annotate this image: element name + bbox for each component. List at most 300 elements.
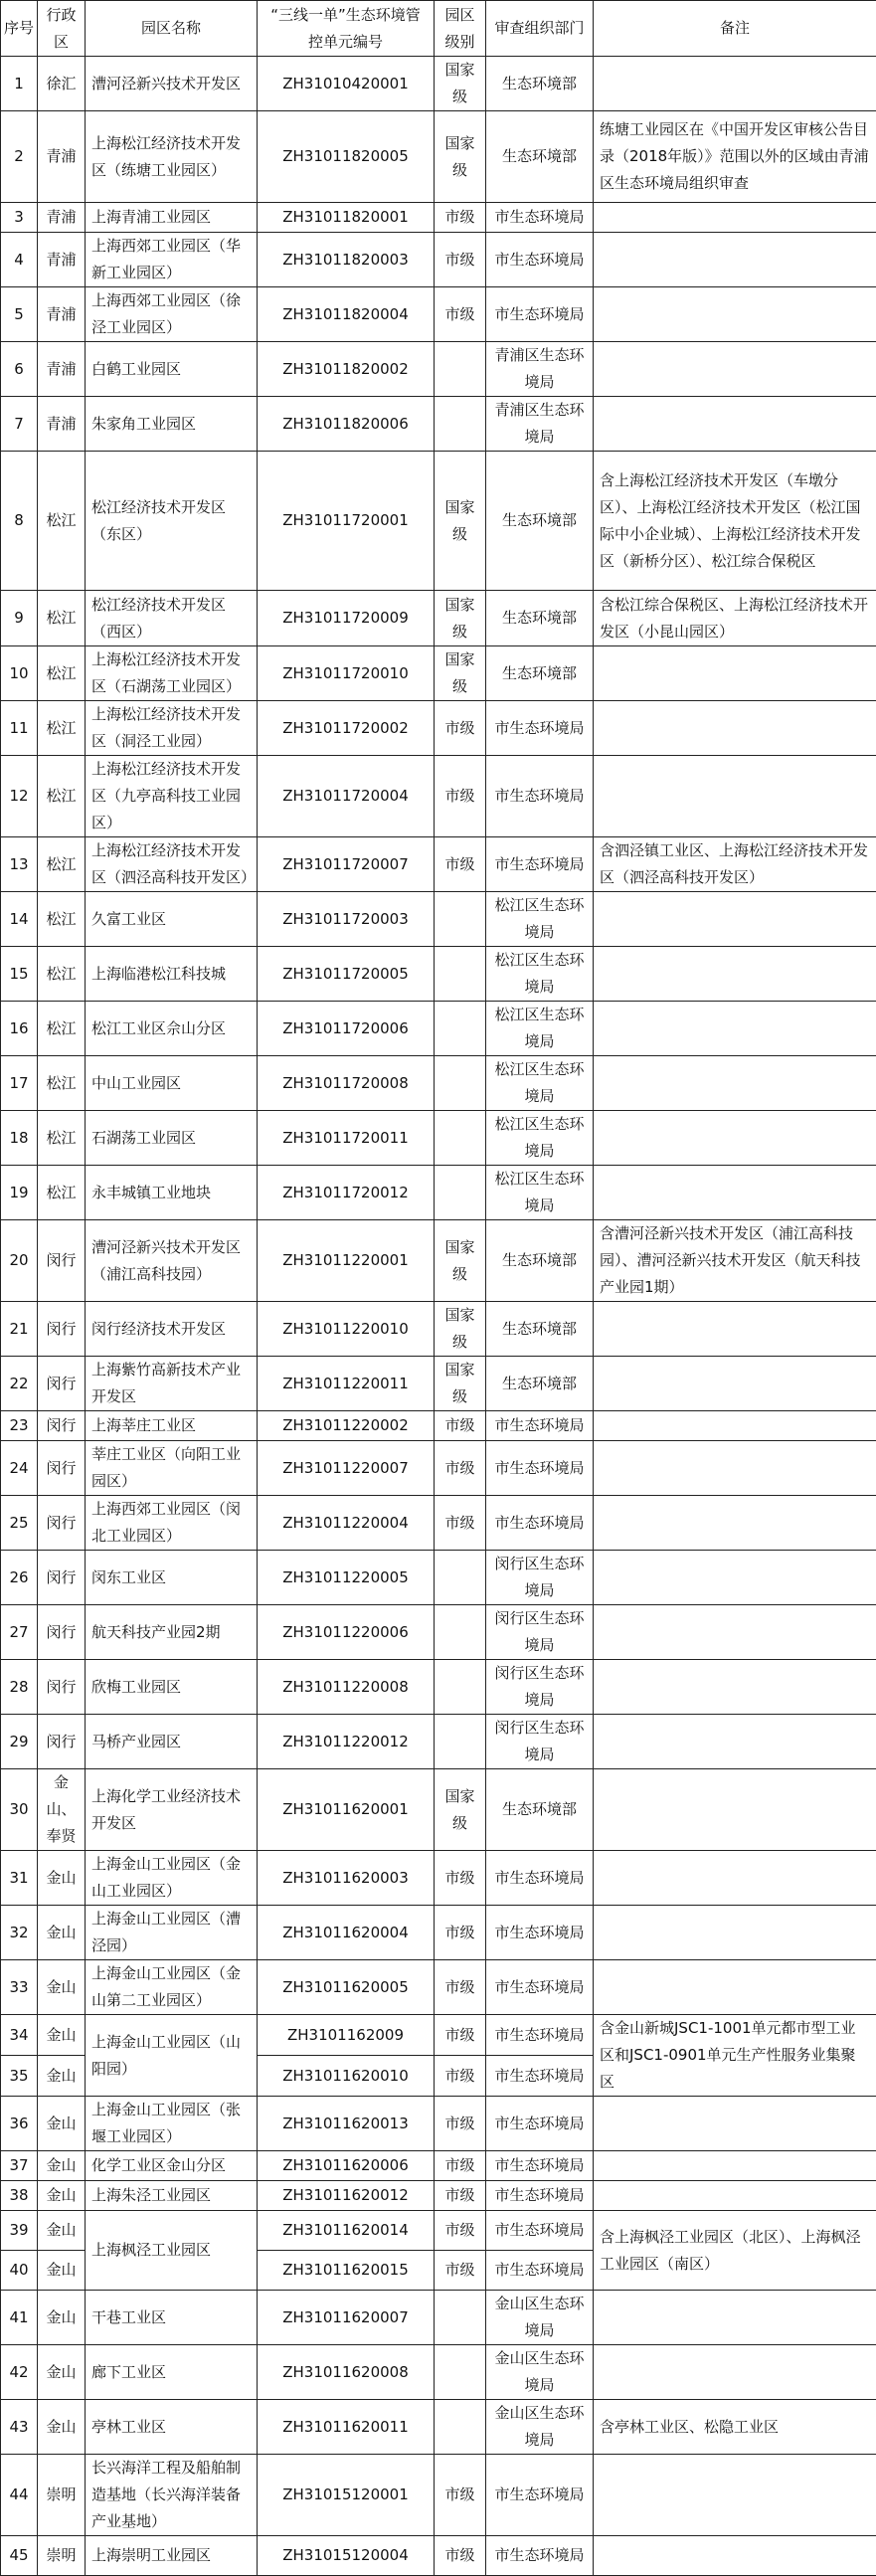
- cell-park-level: [435, 2400, 486, 2455]
- cell-park-name: 上海临港松江科技城: [86, 947, 258, 1002]
- cell-unit-code: ZH31011720001: [258, 452, 435, 591]
- cell-park-name: 上海枫泾工业园区: [86, 2211, 258, 2291]
- cell-no: 18: [1, 1111, 38, 1166]
- cell-park-name: 欣梅工业园区: [86, 1660, 258, 1715]
- cell-district: 金山: [38, 1960, 86, 2015]
- cell-no: 43: [1, 2400, 38, 2455]
- cell-review-dept: 松江区生态环境局: [486, 1166, 594, 1220]
- cell-unit-code: ZH31015120001: [258, 2455, 435, 2536]
- cell-review-dept: 市生态环境局: [486, 2211, 594, 2251]
- cell-unit-code: ZH31011720006: [258, 1002, 435, 1056]
- cell-district: 金山: [38, 2181, 86, 2211]
- table-row: [1, 701, 876, 756]
- cell-review-dept: 闵行区生态环境局: [486, 1605, 594, 1660]
- cell-park-level: [435, 892, 486, 947]
- header-remark: 备注: [594, 1, 876, 57]
- table-row: [1, 947, 876, 1002]
- cell-no: 10: [1, 646, 38, 701]
- cell-park-level: [435, 342, 486, 397]
- cell-district: 金山: [38, 1851, 86, 1906]
- cell-park-name: 上海西郊工业园区（华新工业园区）: [86, 233, 258, 287]
- cell-unit-code: ZH31011620011: [258, 2400, 435, 2455]
- table-row: [1, 2015, 876, 2056]
- cell-remark: [594, 2181, 876, 2211]
- cell-review-dept: 生态环境部: [486, 452, 594, 591]
- cell-park-name: 干巷工业区: [86, 2291, 258, 2345]
- table-row: [1, 1660, 876, 1715]
- cell-park-level: 市级: [435, 1441, 486, 1496]
- cell-district: 松江: [38, 756, 86, 837]
- cell-park-level: 市级: [435, 2097, 486, 2151]
- table-row: [1, 1851, 876, 1906]
- cell-district: 金山: [38, 2056, 86, 2097]
- cell-remark: [594, 2455, 876, 2536]
- table-row: [1, 233, 876, 287]
- cell-unit-code: ZH31011220012: [258, 1715, 435, 1769]
- cell-district: 金山: [38, 2097, 86, 2151]
- table-row: [1, 1441, 876, 1496]
- cell-remark: [594, 1496, 876, 1551]
- cell-park-level: 市级: [435, 756, 486, 837]
- cell-unit-code: ZH31011620015: [258, 2251, 435, 2291]
- cell-park-name: 白鹤工业园区: [86, 342, 258, 397]
- cell-district: 金山、奉贤: [38, 1769, 86, 1851]
- cell-district: 松江: [38, 701, 86, 756]
- table-row: [1, 1906, 876, 1960]
- cell-park-name: 石湖荡工业园区: [86, 1111, 258, 1166]
- cell-review-dept: 生态环境部: [486, 1220, 594, 1302]
- cell-remark: [594, 892, 876, 947]
- cell-no: 9: [1, 591, 38, 646]
- cell-park-name: 长兴海洋工程及船舶制造基地（长兴海洋装备产业基地）: [86, 2455, 258, 2536]
- cell-park-level: 市级: [435, 2181, 486, 2211]
- cell-park-name: 闵东工业区: [86, 1551, 258, 1605]
- cell-park-level: 市级: [435, 2151, 486, 2181]
- cell-no: 36: [1, 2097, 38, 2151]
- cell-park-level: [435, 2291, 486, 2345]
- cell-district: 青浦: [38, 111, 86, 203]
- cell-review-dept: 生态环境部: [486, 591, 594, 646]
- cell-park-level: [435, 2345, 486, 2400]
- cell-district: 闵行: [38, 1411, 86, 1441]
- cell-review-dept: 市生态环境局: [486, 1441, 594, 1496]
- cell-park-level: 国家级: [435, 452, 486, 591]
- cell-no: 24: [1, 1441, 38, 1496]
- cell-district: 金山: [38, 1906, 86, 1960]
- cell-no: 39: [1, 2211, 38, 2251]
- header-review-dept: 审查组织部门: [486, 1, 594, 57]
- cell-no: 21: [1, 1302, 38, 1357]
- cell-review-dept: 市生态环境局: [486, 233, 594, 287]
- cell-park-level: 国家级: [435, 1302, 486, 1357]
- cell-no: 28: [1, 1660, 38, 1715]
- cell-no: 3: [1, 203, 38, 233]
- cell-remark: [594, 1960, 876, 2015]
- cell-unit-code: ZH31011220006: [258, 1605, 435, 1660]
- cell-unit-code: ZH31011820004: [258, 287, 435, 342]
- table-row: [1, 1357, 876, 1411]
- cell-district: 青浦: [38, 203, 86, 233]
- cell-district: 闵行: [38, 1715, 86, 1769]
- cell-unit-code: ZH31011220008: [258, 1660, 435, 1715]
- cell-unit-code: ZH31011720011: [258, 1111, 435, 1166]
- table-row: [1, 1220, 876, 1302]
- cell-review-dept: 市生态环境局: [486, 2056, 594, 2097]
- cell-review-dept: 松江区生态环境局: [486, 1002, 594, 1056]
- cell-park-level: 市级: [435, 1851, 486, 1906]
- cell-district: 闵行: [38, 1605, 86, 1660]
- cell-park-name: 久富工业区: [86, 892, 258, 947]
- cell-remark: [594, 701, 876, 756]
- cell-park-name: 闵行经济技术开发区: [86, 1302, 258, 1357]
- header-district: 行政区: [38, 1, 86, 57]
- cell-district: 金山: [38, 2291, 86, 2345]
- cell-park-name: 莘庄工业区（向阳工业园区）: [86, 1441, 258, 1496]
- cell-unit-code: ZH31011620014: [258, 2211, 435, 2251]
- cell-district: 金山: [38, 2015, 86, 2056]
- table-row: [1, 1002, 876, 1056]
- cell-park-level: 市级: [435, 2211, 486, 2251]
- table-row: [1, 591, 876, 646]
- header-no: 序号: [1, 1, 38, 57]
- cell-no: 16: [1, 1002, 38, 1056]
- cell-unit-code: ZH31011720010: [258, 646, 435, 701]
- cell-review-dept: 松江区生态环境局: [486, 892, 594, 947]
- cell-remark: [594, 203, 876, 233]
- cell-review-dept: 市生态环境局: [486, 2151, 594, 2181]
- cell-review-dept: 市生态环境局: [486, 2251, 594, 2291]
- table-row: [1, 342, 876, 397]
- cell-district: 闵行: [38, 1660, 86, 1715]
- cell-park-level: [435, 1715, 486, 1769]
- cell-unit-code: ZH31011820005: [258, 111, 435, 203]
- cell-unit-code: ZH31011620008: [258, 2345, 435, 2400]
- table-row: [1, 111, 876, 203]
- header-park-level: 园区级别: [435, 1, 486, 57]
- cell-unit-code: ZH31011720008: [258, 1056, 435, 1111]
- cell-remark: 含松江综合保税区、上海松江经济技术开发区（小昆山园区）: [594, 591, 876, 646]
- cell-remark: [594, 2291, 876, 2345]
- cell-no: 13: [1, 837, 38, 892]
- cell-park-level: [435, 1605, 486, 1660]
- cell-park-level: 国家级: [435, 646, 486, 701]
- cell-unit-code: ZH31011820001: [258, 203, 435, 233]
- cell-no: 40: [1, 2251, 38, 2291]
- cell-district: 松江: [38, 1056, 86, 1111]
- table-row: [1, 2181, 876, 2211]
- cell-park-name: 上海金山工业园区（金山工业园区）: [86, 1851, 258, 1906]
- cell-remark: [594, 1769, 876, 1851]
- cell-district: 徐汇: [38, 57, 86, 111]
- cell-unit-code: ZH31011620013: [258, 2097, 435, 2151]
- cell-district: 闵行: [38, 1357, 86, 1411]
- cell-unit-code: ZH31011720012: [258, 1166, 435, 1220]
- cell-no: 8: [1, 452, 38, 591]
- cell-park-level: 国家级: [435, 591, 486, 646]
- table-row: [1, 1715, 876, 1769]
- table-row: [1, 1111, 876, 1166]
- cell-unit-code: ZH31011620001: [258, 1769, 435, 1851]
- cell-remark: [594, 2097, 876, 2151]
- cell-park-level: 市级: [435, 2455, 486, 2536]
- cell-remark: [594, 1056, 876, 1111]
- table-row: [1, 837, 876, 892]
- cell-no: 14: [1, 892, 38, 947]
- cell-no: 19: [1, 1166, 38, 1220]
- table-row: [1, 2291, 876, 2345]
- cell-review-dept: 青浦区生态环境局: [486, 342, 594, 397]
- cell-unit-code: ZH3101162009: [258, 2015, 435, 2056]
- cell-park-level: 市级: [435, 1496, 486, 1551]
- cell-remark: [594, 57, 876, 111]
- cell-district: 青浦: [38, 342, 86, 397]
- cell-remark: [594, 756, 876, 837]
- cell-district: 松江: [38, 837, 86, 892]
- cell-remark: [594, 2536, 876, 2576]
- cell-review-dept: 金山区生态环境局: [486, 2291, 594, 2345]
- cell-district: 松江: [38, 646, 86, 701]
- cell-park-name: 亭林工业区: [86, 2400, 258, 2455]
- cell-remark: [594, 287, 876, 342]
- cell-no: 26: [1, 1551, 38, 1605]
- cell-no: 30: [1, 1769, 38, 1851]
- cell-review-dept: 市生态环境局: [486, 1906, 594, 1960]
- cell-park-level: 市级: [435, 1960, 486, 2015]
- cell-park-level: [435, 1111, 486, 1166]
- table-row: [1, 892, 876, 947]
- cell-review-dept: 市生态环境局: [486, 203, 594, 233]
- cell-park-level: 市级: [435, 203, 486, 233]
- cell-unit-code: ZH31011620005: [258, 1960, 435, 2015]
- cell-park-level: 市级: [435, 287, 486, 342]
- table-row: [1, 756, 876, 837]
- cell-park-name: 永丰城镇工业地块: [86, 1166, 258, 1220]
- cell-review-dept: 市生态环境局: [486, 756, 594, 837]
- cell-unit-code: ZH31011720004: [258, 756, 435, 837]
- cell-remark: [594, 1002, 876, 1056]
- cell-no: 22: [1, 1357, 38, 1411]
- cell-park-name: 马桥产业园区: [86, 1715, 258, 1769]
- cell-no: 37: [1, 2151, 38, 2181]
- cell-park-name: 漕河泾新兴技术开发区: [86, 57, 258, 111]
- table-row: [1, 2345, 876, 2400]
- cell-park-name: 化学工业区金山分区: [86, 2151, 258, 2181]
- cell-unit-code: ZH31011620007: [258, 2291, 435, 2345]
- cell-unit-code: ZH31011820006: [258, 397, 435, 452]
- cell-no: 44: [1, 2455, 38, 2536]
- cell-no: 29: [1, 1715, 38, 1769]
- cell-remark: 练塘工业园区在《中国开发区审核公告目录（2018年版）》范围以外的区域由青浦区生态环境局组织审查: [594, 111, 876, 203]
- table-row: [1, 397, 876, 452]
- cell-park-name: 廊下工业区: [86, 2345, 258, 2400]
- cell-park-name: 上海崇明工业园区: [86, 2536, 258, 2576]
- cell-park-name: 上海松江经济技术开发区（泗泾高科技开发区）: [86, 837, 258, 892]
- cell-park-level: [435, 1551, 486, 1605]
- cell-remark: 含金山新城JSC1-1001单元都市型工业区和JSC1-0901单元生产性服务业集聚区: [594, 2015, 876, 2097]
- cell-no: 15: [1, 947, 38, 1002]
- cell-district: 闵行: [38, 1302, 86, 1357]
- cell-district: 松江: [38, 892, 86, 947]
- cell-review-dept: 市生态环境局: [486, 1851, 594, 1906]
- cell-review-dept: 金山区生态环境局: [486, 2345, 594, 2400]
- table-header-row: [1, 1, 876, 57]
- table-row: [1, 2211, 876, 2251]
- cell-unit-code: ZH31011720009: [258, 591, 435, 646]
- cell-park-level: 国家级: [435, 1220, 486, 1302]
- cell-district: 闵行: [38, 1220, 86, 1302]
- cell-unit-code: ZH31011620004: [258, 1906, 435, 1960]
- cell-park-name: 朱家角工业园区: [86, 397, 258, 452]
- cell-no: 45: [1, 2536, 38, 2576]
- header-park-name: 园区名称: [86, 1, 258, 57]
- cell-park-name: 上海松江经济技术开发区（练塘工业园区）: [86, 111, 258, 203]
- cell-district: 闵行: [38, 1551, 86, 1605]
- cell-park-level: 市级: [435, 837, 486, 892]
- cell-park-name: 上海化学工业经济技术开发区: [86, 1769, 258, 1851]
- cell-review-dept: 生态环境部: [486, 1302, 594, 1357]
- cell-no: 5: [1, 287, 38, 342]
- table-row: [1, 287, 876, 342]
- cell-unit-code: ZH31015120004: [258, 2536, 435, 2576]
- cell-park-name: 松江经济技术开发区（东区）: [86, 452, 258, 591]
- table-row: [1, 1302, 876, 1357]
- cell-no: 1: [1, 57, 38, 111]
- cell-district: 松江: [38, 1002, 86, 1056]
- cell-remark: [594, 1906, 876, 1960]
- cell-district: 松江: [38, 947, 86, 1002]
- table-row: [1, 203, 876, 233]
- cell-park-level: 市级: [435, 233, 486, 287]
- cell-remark: [594, 1551, 876, 1605]
- cell-review-dept: 生态环境部: [486, 111, 594, 203]
- cell-review-dept: 市生态环境局: [486, 2097, 594, 2151]
- cell-district: 金山: [38, 2400, 86, 2455]
- cell-park-name: 松江工业区佘山分区: [86, 1002, 258, 1056]
- cell-district: 金山: [38, 2151, 86, 2181]
- cell-no: 2: [1, 111, 38, 203]
- cell-review-dept: 市生态环境局: [486, 2455, 594, 2536]
- cell-no: 6: [1, 342, 38, 397]
- cell-park-name: 上海青浦工业园区: [86, 203, 258, 233]
- cell-unit-code: ZH31011620006: [258, 2151, 435, 2181]
- cell-review-dept: 闵行区生态环境局: [486, 1551, 594, 1605]
- cell-remark: [594, 2151, 876, 2181]
- cell-unit-code: ZH31011720003: [258, 892, 435, 947]
- cell-park-level: 国家级: [435, 1769, 486, 1851]
- cell-park-level: [435, 1166, 486, 1220]
- cell-review-dept: 生态环境部: [486, 1357, 594, 1411]
- cell-no: 31: [1, 1851, 38, 1906]
- table-row: [1, 1496, 876, 1551]
- cell-remark: [594, 1411, 876, 1441]
- cell-unit-code: ZH31011220011: [258, 1357, 435, 1411]
- cell-no: 33: [1, 1960, 38, 2015]
- cell-review-dept: 市生态环境局: [486, 1496, 594, 1551]
- cell-remark: [594, 342, 876, 397]
- cell-remark: [594, 1715, 876, 1769]
- cell-no: 23: [1, 1411, 38, 1441]
- cell-park-name: 上海金山工业园区（金山第二工业园区）: [86, 1960, 258, 2015]
- table-row: [1, 1769, 876, 1851]
- table-row: [1, 2151, 876, 2181]
- cell-no: 38: [1, 2181, 38, 2211]
- cell-district: 闵行: [38, 1496, 86, 1551]
- cell-unit-code: ZH31011720002: [258, 701, 435, 756]
- cell-district: 青浦: [38, 287, 86, 342]
- cell-park-level: 市级: [435, 2056, 486, 2097]
- cell-no: 7: [1, 397, 38, 452]
- cell-remark: [594, 397, 876, 452]
- cell-review-dept: 闵行区生态环境局: [486, 1660, 594, 1715]
- cell-park-level: 国家级: [435, 111, 486, 203]
- table-row: [1, 2536, 876, 2576]
- table-row: [1, 646, 876, 701]
- cell-remark: [594, 1660, 876, 1715]
- cell-park-name: 上海松江经济技术开发区（洞泾工业园）: [86, 701, 258, 756]
- cell-district: 松江: [38, 1111, 86, 1166]
- table-row: [1, 1411, 876, 1441]
- cell-unit-code: ZH31011720005: [258, 947, 435, 1002]
- header-unit-code: “三线一单”生态环境管控单元编号: [258, 1, 435, 57]
- cell-unit-code: ZH31011720007: [258, 837, 435, 892]
- cell-remark: [594, 1111, 876, 1166]
- cell-district: 金山: [38, 2345, 86, 2400]
- cell-district: 金山: [38, 2251, 86, 2291]
- cell-remark: [594, 233, 876, 287]
- table-row: [1, 57, 876, 111]
- cell-remark: [594, 1357, 876, 1411]
- cell-park-level: [435, 1056, 486, 1111]
- table-row: [1, 2097, 876, 2151]
- table-row: [1, 1605, 876, 1660]
- cell-park-level: [435, 397, 486, 452]
- cell-park-level: 市级: [435, 2251, 486, 2291]
- cell-park-level: 市级: [435, 1906, 486, 1960]
- table-row: [1, 1166, 876, 1220]
- cell-no: 41: [1, 2291, 38, 2345]
- table-row: [1, 452, 876, 591]
- cell-district: 崇明: [38, 2455, 86, 2536]
- cell-unit-code: ZH31010420001: [258, 57, 435, 111]
- cell-park-level: 市级: [435, 701, 486, 756]
- cell-remark: 含泗泾镇工业区、上海松江经济技术开发区（泗泾高科技开发区）: [594, 837, 876, 892]
- cell-unit-code: ZH31011220005: [258, 1551, 435, 1605]
- table-row: [1, 1960, 876, 2015]
- cell-review-dept: 松江区生态环境局: [486, 1056, 594, 1111]
- cell-remark: [594, 646, 876, 701]
- cell-review-dept: 市生态环境局: [486, 701, 594, 756]
- cell-park-level: 市级: [435, 1411, 486, 1441]
- cell-unit-code: ZH31011620010: [258, 2056, 435, 2097]
- cell-park-name: 上海金山工业园区（漕泾园）: [86, 1906, 258, 1960]
- cell-no: 27: [1, 1605, 38, 1660]
- cell-no: 11: [1, 701, 38, 756]
- cell-remark: [594, 1302, 876, 1357]
- cell-no: 20: [1, 1220, 38, 1302]
- cell-park-name: 松江经济技术开发区（西区）: [86, 591, 258, 646]
- cell-remark: [594, 2345, 876, 2400]
- cell-unit-code: ZH31011220001: [258, 1220, 435, 1302]
- cell-district: 闵行: [38, 1441, 86, 1496]
- table-row: [1, 1056, 876, 1111]
- cell-remark: [594, 1441, 876, 1496]
- cell-park-level: 国家级: [435, 57, 486, 111]
- cell-park-name: 上海金山工业园区（张堰工业园区）: [86, 2097, 258, 2151]
- cell-park-level: [435, 1660, 486, 1715]
- cell-remark: 含漕河泾新兴技术开发区（浦江高科技园）、漕河泾新兴技术开发区（航天科技产业园1期）: [594, 1220, 876, 1302]
- cell-no: 35: [1, 2056, 38, 2097]
- cell-district: 青浦: [38, 397, 86, 452]
